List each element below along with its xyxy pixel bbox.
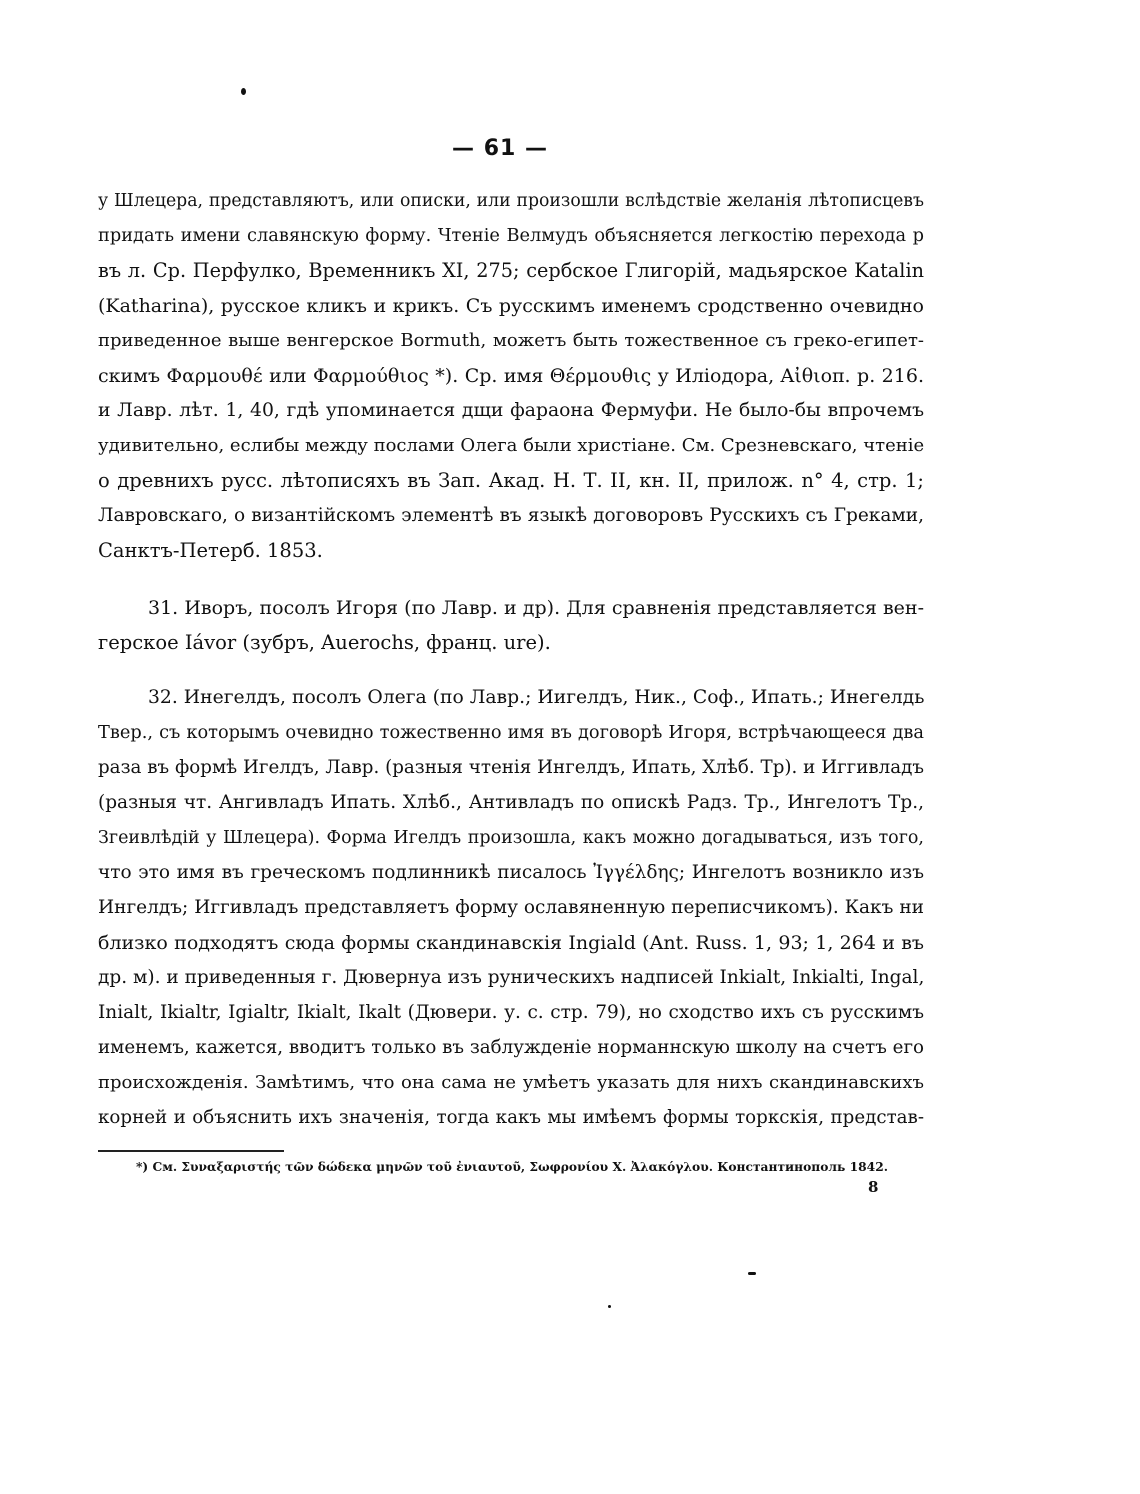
text-line: герское Iávor (зубръ, Auerochs, франц. ure). [98,631,551,654]
paragraph-32-first-line: 32. Инегелдъ, посолъ Олега (по Лавр.; Иигелдъ, Ник., Соф., Ипать.; Инегелдь [148,687,925,708]
text-line: о древнихъ русс. лѣтописяхъ въ Зап. Акад. Н. Т. II, кн. II, прилож. n° 4, стр. 1; [98,469,924,492]
text-line: Згеивлѣдій у Шлецера). Форма Игелдъ произошла, какъ можно догадываться, изъ того, [98,828,924,848]
page-number: — 61 — [452,136,548,161]
text-line: корней и объяснить ихъ значенія, тогда какъ мы имѣемъ формы торкскія, представ- [98,1107,924,1128]
paragraph-31-first-line: 31. Иворъ, посолъ Игоря (по Лавр. и др). Для сравненія представляется вен- [148,597,924,619]
text-line: что это имя въ греческомъ подлинникѣ писалось Ἰγγέλδης; Ингелотъ возникло изъ [98,862,924,883]
ink-speck [748,1272,756,1275]
text-line: и Лавр. лѣт. 1, 40, гдѣ упоминается дщи фараона Фермуфи. Не было-бы впрочемъ [98,400,924,421]
text-line: удивительно, еслибы между послами Олега были христіане. См. Срезневскаго, чтеніе [98,435,925,456]
footnote: *) См. Συναξαριστής τῶν δώδεκα μηνῶν τοῦ ἐνιαυτοῦ, Σωφρονίου Χ. Ἀλακόγλου. Константинополь 1842. [136,1159,888,1174]
text-line: у Шлецера, представляютъ, или описки, или произошли вслѣдствіе желанія лѣтописцевъ [98,191,924,211]
text-line: скимъ Φαρμουθέ или Φαρμούθιος *). Ср. имя Θέρμουθις у Иліодора, Αἰθιοπ. р. 216. [98,365,924,387]
ink-speck [241,88,246,95]
text-line: происхожденія. Замѣтимъ, что она сама не умѣетъ указать для нихъ скандинавскихъ [98,1072,924,1093]
ink-speck [608,1305,611,1308]
text-line: Inialt, Ikialtr, Igialtr, Ikialt, Ikalt (Дювери. у. с. стр. 79), но сходство ихъ съ русскимъ [98,1002,924,1023]
text-line: (разныя чт. Ангивладъ Ипать. Хлѣб., Антивладъ по опискѣ Радз. Тр., Ингелотъ Тр., [98,792,924,813]
text-line: близко подходятъ сюда формы скандинавскія Ingiald (Ant. Russ. 1, 93; 1, 264 и въ [98,932,924,954]
text-line: раза въ формѣ Игелдъ, Лавр. (разныя чтенія Ингелдъ, Ипать, Хлѣб. Тр). и Иггивладъ [98,757,924,778]
signature-mark: 8 [868,1178,879,1196]
text-line: Ингелдъ; Иггивладъ представляетъ форму ославяненную переписчикомъ). Какъ ни [98,897,924,918]
text-line: именемъ, кажется, вводитъ только въ заблужденіе норманнскую школу на счетъ его [98,1037,924,1058]
text-line: Твер., съ которымъ очевидно тожественно имя въ договорѣ Игоря, встрѣчающееся два [98,723,924,743]
text-line: др. м). и приведенныя г. Дювернуа изъ руническихъ надписей Inkialt, Inkialti, Ingal, [98,967,925,988]
text-line: (Katharina), русское кликъ и крикъ. Съ русскимъ именемъ сродственно очевидно [98,295,924,317]
text-line: Санктъ-Петерб. 1853. [98,539,323,562]
footnote-divider [98,1150,284,1152]
text-line: въ л. Ср. Перфулко, Временникъ XI, 275; сербское Глигорій, мадьярское Katalin [98,259,924,282]
text-line: Лавровскаго, о византійскомъ элементѣ въ языкѣ договоровъ Русскихъ съ Греками, [98,505,924,526]
text-line: придать имени славянскую форму. Чтеніе Велмудъ объясняется легкостію перехода р [98,226,924,246]
text-line: приведенное выше венгерское Bormuth, можетъ быть тожественное съ греко-египет- [98,330,924,351]
